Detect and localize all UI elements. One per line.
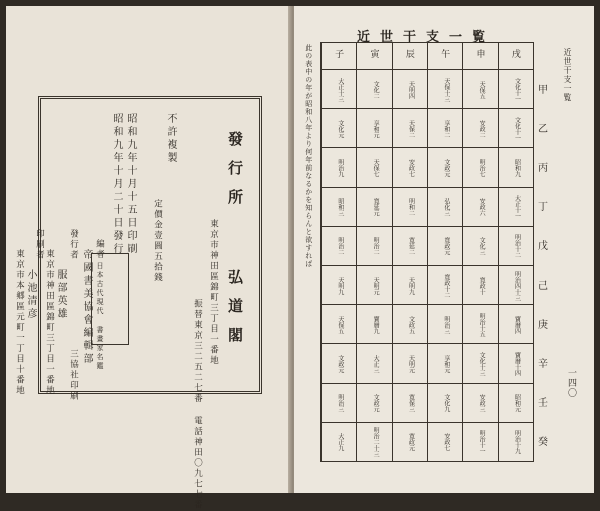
cell-text: 天保五 — [336, 315, 344, 334]
cell-text: 天保十三 — [442, 77, 450, 102]
table-cell — [499, 383, 534, 423]
table-cell — [357, 343, 392, 383]
table-cell — [393, 187, 428, 227]
column-head: 寅 — [370, 50, 380, 61]
table-cell — [322, 108, 357, 148]
cell-text: 文化三 — [478, 237, 486, 256]
cell-text: 文化十一 — [513, 77, 521, 102]
table-cell — [499, 69, 534, 109]
table-cell — [428, 108, 463, 148]
cell-text: 寛政元 — [407, 433, 415, 452]
table-cell — [322, 304, 357, 344]
cell-text: 文政元 — [336, 354, 344, 373]
table-cell — [322, 187, 357, 227]
table-cell — [428, 187, 463, 227]
cell-text: 明治三 — [442, 315, 450, 334]
table-cell — [463, 422, 498, 462]
price-label: 定價金壹圓五拾錢 — [152, 199, 163, 283]
stem-label: 丁 — [538, 202, 548, 214]
cell-text: 明治九 — [336, 158, 344, 177]
cell-text: 寛延二 — [407, 237, 415, 256]
cell-text: 寶暦九 — [372, 315, 380, 334]
stem-label: 庚 — [538, 319, 548, 331]
table-cell — [393, 69, 428, 109]
cell-text: 享和元 — [442, 354, 450, 373]
series-stamp-text: 日本古代現代 書畫家名鑑 — [96, 262, 104, 371]
cell-text: 寶暦四 — [513, 315, 521, 334]
table-cell — [322, 383, 357, 423]
table-cell — [463, 265, 498, 305]
phone-line: 振替東京三二五二七番 電話神田〇九七七番 — [192, 299, 203, 511]
cell-text: 文化九 — [442, 394, 450, 413]
table-cell — [499, 265, 534, 305]
column-head: 午 — [441, 50, 451, 61]
table-cell — [428, 304, 463, 344]
cell-text: 文化元 — [336, 119, 344, 138]
table-cell — [393, 422, 428, 462]
printer-role: 印刷者 — [34, 229, 45, 261]
cell-text: 安政七 — [442, 433, 450, 452]
cell-text: 明治七 — [478, 158, 486, 177]
cell-text: 天保七 — [372, 158, 380, 177]
table-cell — [322, 422, 357, 462]
issuing-house-address: 東京市神田區錦町三丁目一番地 — [208, 219, 219, 366]
editor-role: 編者 — [94, 239, 105, 260]
running-head: 近世干支一覧 — [563, 48, 572, 102]
cell-text: 弘化三 — [442, 198, 450, 217]
table-cell — [357, 383, 392, 423]
series-stamp — [91, 253, 129, 371]
table-cell — [428, 422, 463, 462]
issuing-house-name: 弘道閣 — [226, 269, 244, 356]
stem-label: 乙 — [538, 123, 548, 135]
table-cell — [428, 147, 463, 187]
table-cell — [463, 304, 498, 344]
stem-label: 甲 — [538, 84, 548, 96]
table-cell — [499, 226, 534, 266]
cell-text: 明治四十三 — [513, 270, 521, 301]
table-cell — [357, 304, 392, 344]
table-cell — [499, 187, 534, 227]
stem-label: 辛 — [538, 359, 548, 370]
table-column — [321, 43, 357, 461]
table-title: 近世干支一覧 — [356, 30, 495, 45]
cell-text: 天保二 — [407, 119, 415, 138]
cell-text: 昭和九 — [513, 158, 521, 177]
cell-text: 天保五 — [478, 80, 486, 99]
cell-text: 安政二 — [478, 119, 486, 138]
table-cell — [393, 265, 428, 305]
table-cell — [463, 108, 498, 148]
table-cell — [499, 304, 534, 344]
table-note: 此の表中の年が昭和八年より何年前なるかを知らんと欲すれば — [304, 44, 313, 268]
cell-text: 明治十二 — [513, 234, 521, 259]
cell-text: 昭和元 — [513, 394, 521, 413]
table-cell — [357, 422, 392, 462]
table-cell — [393, 343, 428, 383]
cell-text: 寶暦十四 — [513, 351, 521, 376]
printer-name: 小池清彦 — [25, 269, 36, 321]
cell-text: 明和二 — [407, 198, 415, 217]
table-cell — [428, 226, 463, 266]
issuer-name: 服部英雄 — [55, 269, 66, 321]
sexagenary-table — [320, 42, 534, 462]
stem-label: 己 — [538, 280, 548, 292]
table-cell — [322, 147, 357, 187]
table-cell — [322, 343, 357, 383]
cell-text: 天明九 — [407, 276, 415, 295]
table-cell — [463, 226, 498, 266]
table-cell — [428, 383, 463, 423]
table-cell — [428, 265, 463, 305]
column-head: 辰 — [405, 50, 415, 61]
table-column — [498, 43, 534, 461]
printer-address: 東京市本郷區元町一丁目十番地 — [14, 249, 25, 396]
cell-text: 大正三 — [372, 354, 380, 373]
cell-text: 明治二 — [372, 237, 380, 256]
cell-text: 明治十五 — [478, 312, 486, 337]
table-column — [392, 43, 428, 461]
table-cell — [393, 226, 428, 266]
table-cell — [428, 343, 463, 383]
cell-text: 寛延元 — [372, 198, 380, 217]
cell-text: 明治三 — [336, 394, 344, 413]
table-cell — [499, 422, 534, 462]
cell-text: 天明元 — [372, 276, 380, 295]
table-cell — [463, 383, 498, 423]
issuing-house-label: 發行所 — [226, 131, 244, 218]
cell-text: 文化十三 — [478, 351, 486, 376]
cell-text: 安政六 — [478, 198, 486, 217]
cell-text: 天明元 — [407, 354, 415, 373]
table-cell — [357, 108, 392, 148]
printshop: 三協社印刷 — [68, 349, 79, 402]
table-cell — [393, 304, 428, 344]
table-cell — [393, 108, 428, 148]
stem-label: 癸 — [538, 437, 548, 449]
cell-text: 文政元 — [372, 394, 380, 413]
issuer-role: 發行者 — [68, 229, 79, 261]
editor-name: 帝國書美協會編輯部 — [81, 249, 92, 366]
table-cell — [499, 108, 534, 148]
cell-text: 安政七 — [407, 158, 415, 177]
cell-text: 文政五 — [407, 315, 415, 334]
cell-text: 明治十一 — [478, 430, 486, 455]
cell-text: 寛保三 — [407, 394, 415, 413]
table-cell — [322, 226, 357, 266]
cell-text: 享和二 — [442, 119, 450, 138]
stem-label: 戊 — [538, 241, 548, 253]
table-cell — [428, 69, 463, 109]
table-cell — [357, 187, 392, 227]
cell-text: 天明九 — [336, 276, 344, 295]
cell-text: 安政三 — [478, 394, 486, 413]
cell-text: 昭和三 — [336, 198, 344, 217]
table-cell — [357, 265, 392, 305]
cell-text: 文化二 — [372, 80, 380, 99]
page-number: 一四〇 — [566, 368, 576, 398]
table-cell — [322, 265, 357, 305]
table-column — [462, 43, 498, 461]
table-column — [356, 43, 392, 461]
cell-text: 文政元 — [442, 158, 450, 177]
column-head: 戌 — [511, 50, 521, 61]
cell-text: 天明四 — [407, 80, 415, 99]
cell-text: 大正九 — [336, 433, 344, 452]
cell-text: 寛政十 — [478, 276, 486, 295]
table-cell — [357, 69, 392, 109]
table-cell — [463, 69, 498, 109]
column-head: 子 — [335, 50, 345, 61]
stem-label: 壬 — [538, 398, 548, 410]
colophon-box — [14, 96, 262, 511]
stem-label: 丙 — [538, 163, 548, 174]
issuer-address: 東京市神田區錦町三丁目一番地 — [44, 249, 55, 396]
cell-text: 大正十一 — [513, 195, 521, 220]
table-cell — [499, 147, 534, 187]
printed-date: 昭和九年十月十五日印刷 — [125, 113, 136, 256]
published-date: 昭和九年十月二十日發行 — [111, 113, 122, 256]
table-cell — [463, 147, 498, 187]
cell-text: 大正十三 — [336, 77, 344, 102]
table-cell — [357, 226, 392, 266]
table-cell — [463, 343, 498, 383]
cell-text: 明治十九 — [513, 430, 521, 455]
table-cell — [499, 343, 534, 383]
cell-text: 明治二 — [336, 237, 344, 256]
column-head: 申 — [476, 50, 486, 61]
cell-text: 明治二十三 — [372, 427, 380, 458]
table-cell — [393, 147, 428, 187]
cell-text: 享和元 — [372, 119, 380, 138]
table-cell — [322, 69, 357, 109]
table-cell — [393, 383, 428, 423]
cell-text: 寛政元 — [442, 237, 450, 256]
table-cell — [463, 187, 498, 227]
cell-text: 寛政十二 — [442, 273, 450, 298]
not-for-sale: 不許複製 — [165, 113, 176, 165]
table-column — [427, 43, 463, 461]
table-cell — [357, 147, 392, 187]
cell-text: 文化十一 — [513, 116, 521, 141]
